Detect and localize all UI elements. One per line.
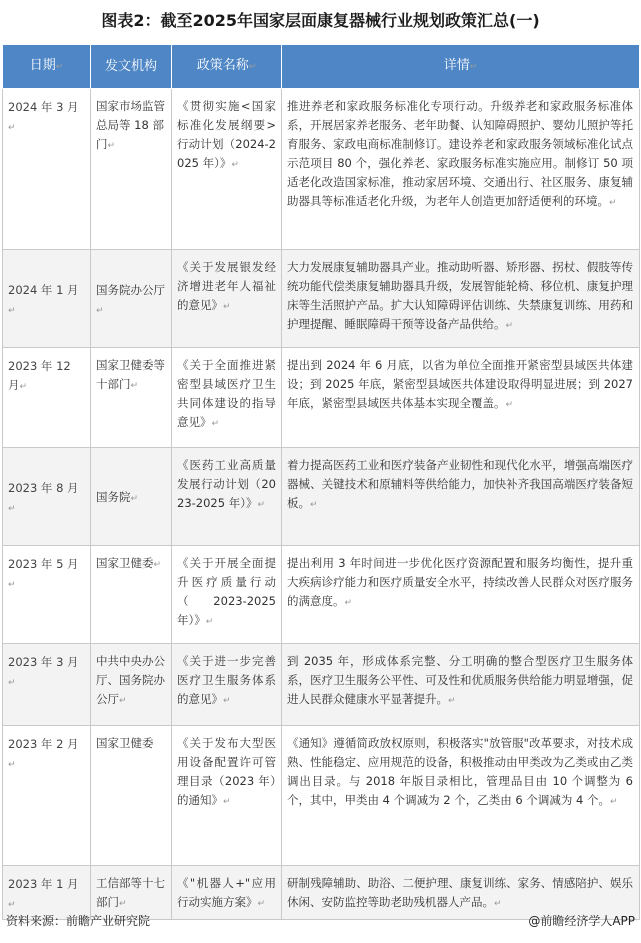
table-header-row bbox=[3, 45, 640, 89]
date-cell: 2023 年 12 月↵ bbox=[3, 348, 91, 448]
policy-cell: 《关于开展全面提升医疗质量行动（2023-2025 年）》↵ bbox=[172, 546, 282, 644]
table-row bbox=[3, 89, 640, 250]
table-row bbox=[3, 546, 640, 644]
detail-cell: 《通知》遵循简政放权原则，积极落实"放管服"改革要求，对技术成熟、性能稳定、应用规范的设备，积极推动由甲类改为乙类或由乙类调出目录。与 2018 年版目录相比，管理品目由 10 个调整为 6 个，其中，甲类由 4 个调减为 2 个，乙类由 6 个调减为 4 个。↵ bbox=[282, 726, 640, 866]
policy-cell: 《医药工业高质量发展行动计划（2023-2025 年）》↵ bbox=[172, 448, 282, 546]
date-cell: 2024 年 3 月↵ bbox=[3, 89, 91, 250]
header-policy: 政策名称↵ bbox=[172, 45, 282, 89]
date-cell: 2024 年 1 月↵ bbox=[3, 250, 91, 348]
header-date: 日期↵ bbox=[3, 45, 91, 89]
policy-cell: 《"机器人+"应用行动实施方案》↵ bbox=[172, 866, 282, 920]
agency-cell: 国务院办公厅↵ bbox=[91, 250, 172, 348]
policy-cell: 《关于发展银发经济增进老年人福祉的意见》↵ bbox=[172, 250, 282, 348]
detail-cell: 研制残障辅助、助浴、二便护理、康复训练、家务、情感陪护、娱乐休闲、安防监控等助老助残机器人产品。↵ bbox=[282, 866, 640, 920]
page-title: 图表2：截至2025年国家层面康复器械行业规划政策汇总(一) bbox=[101, 11, 540, 30]
source-note: 资料来源：前瞻产业研究院 bbox=[6, 914, 151, 928]
agency-cell: 国务院↵ bbox=[91, 448, 172, 546]
policy-cell: 《关于全面推进紧密型县域医疗卫生共同体建设的指导意见》↵ bbox=[172, 348, 282, 448]
header-detail: 详情↵ bbox=[282, 45, 640, 89]
agency-cell: 工信部等十七部门↵ bbox=[91, 866, 172, 920]
agency-cell: 国家卫健委 bbox=[91, 726, 172, 866]
policy-cell: 《关于进一步完善医疗卫生服务体系的意见》↵ bbox=[172, 644, 282, 726]
date-cell: 2023 年 2 月↵ bbox=[3, 726, 91, 866]
agency-cell: 国家卫健委↵ bbox=[91, 546, 172, 644]
date-cell: 2023 年 1 月↵ bbox=[3, 866, 91, 920]
agency-cell: 国家卫健委等十部门↵ bbox=[91, 348, 172, 448]
detail-cell: 到 2035 年，形成体系完整、分工明确的整合型医疗卫生服务体系，医疗卫生服务公平性、可及性和优质服务供给能力明显增强，促进人民群众健康水平显著提升。↵ bbox=[282, 644, 640, 726]
table-row bbox=[3, 348, 640, 448]
agency-cell: 国家市场监管总局等 18 部门↵ bbox=[91, 89, 172, 250]
date-cell: 2023 年 5 月↵ bbox=[3, 546, 91, 644]
header-agency: 发文机构 bbox=[91, 45, 172, 89]
detail-cell: 提出利用 3 年时间进一步优化医疗资源配置和服务均衡性，提升重大疾病诊疗能力和医疗质量安全水平，持续改善人民群众对医疗服务的满意度。↵ bbox=[282, 546, 640, 644]
table-row bbox=[3, 726, 640, 866]
policy-cell: 《关于发布大型医用设备配置许可管理目录（2023 年）的通知》↵ bbox=[172, 726, 282, 866]
detail-cell: 提出到 2024 年 6 月底，以省为单位全面推开紧密型县域医共体建设；到 2025 年底，紧密型县域医共体建设取得明显进展；到 2027 年底，紧密型县域医共体基本实现全覆盖。↵ bbox=[282, 348, 640, 448]
table-row bbox=[3, 644, 640, 726]
detail-cell: 推进养老和家政服务标准化专项行动。升级养老和家政服务标准体系，开展居家养老服务、老年助餐、认知障碍照护、婴幼儿照护等托育服务、家政电商标准制修订。建设养老和家政服务领域标准化试点示范项目 80 个，强化养老、家政服务标准实施应用。制修订 50 项适老化改造国家标准，推动家居环境、交通出行、社区服务、康复辅助器具等标准适老化升级，为老年人创造更加舒适便利的环境。↵ bbox=[282, 89, 640, 250]
agency-cell: 中共中央办公厅、国务院办公厅↵ bbox=[91, 644, 172, 726]
date-cell: 2023 年 8 月↵ bbox=[3, 448, 91, 546]
policy-cell: 《贯彻实施<国家标准化发展纲要>行动计划（2024-2025 年）》↵ bbox=[172, 89, 282, 250]
policy-table bbox=[2, 44, 640, 920]
table-row bbox=[3, 250, 640, 348]
date-cell: 2023 年 3 月↵ bbox=[3, 644, 91, 726]
brand-credit: @前瞻经济学人APP bbox=[528, 914, 635, 928]
table-row bbox=[3, 448, 640, 546]
detail-cell: 着力提高医药工业和医疗装备产业韧性和现代化水平，增强高端医疗器械、关键技术和原辅料等供给能力，加快补齐我国高端医疗装备短板。↵ bbox=[282, 448, 640, 546]
detail-cell: 大力发展康复辅助器具产业。推动助听器、矫形器、拐杖、假肢等传统功能代偿类康复辅助器具升级，发展智能轮椅、移位机、康复护理床等生活照护产品。扩大认知障碍评估训练、失禁康复训练、用药和护理提醒、睡眠障碍干预等设备产品供给。↵ bbox=[282, 250, 640, 348]
